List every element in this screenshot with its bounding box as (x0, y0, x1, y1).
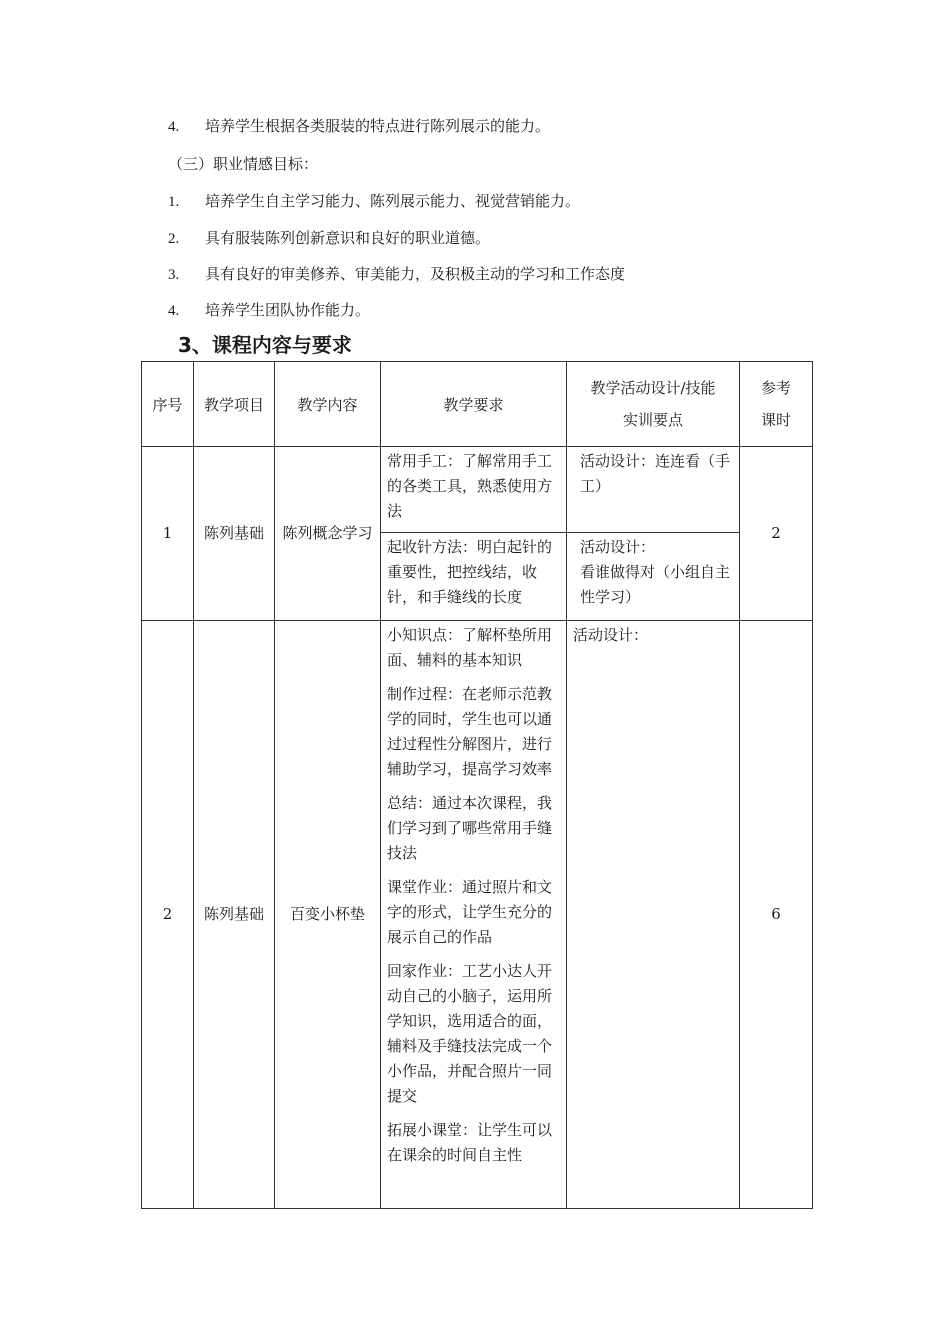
goal-item (168, 300, 370, 321)
cell-content: 百变小杯垫 (275, 621, 381, 1209)
requirement-text: 拓展小课堂：让学生可以在课余的时间自主性 (387, 1121, 553, 1164)
item-number: 4. (168, 303, 180, 319)
cell-requirement (381, 621, 567, 1209)
table-row (142, 621, 813, 1209)
goal-item (168, 228, 490, 249)
activity-text: 活动设计： (580, 538, 656, 556)
item-text: 培养学生自主学习能力、陈列展示能力、视觉营销能力。 (205, 192, 581, 210)
item-number: 2. (168, 231, 180, 247)
table-row (142, 447, 813, 533)
header-project: 教学项目 (194, 362, 275, 447)
header-hours (740, 362, 813, 447)
requirement-text: 制作过程：在老师示范教学的同时，学生也可以通过过程性分解图片，进行辅助学习，提高学习效率 (387, 685, 553, 778)
cell-activity (567, 447, 740, 533)
item-number: 1. (168, 194, 180, 210)
item-number: 3. (168, 267, 180, 283)
item-number: 4. (168, 119, 180, 135)
cell-content: 陈列概念学习 (275, 447, 381, 621)
activity-text: 看谁做得对（小组自主性学习） (580, 563, 731, 606)
item-text: 培养学生根据各类服装的特点进行陈列展示的能力。 (205, 117, 551, 135)
requirement-text: 常用手工：了解常用手工的各类工具，熟悉使用方法 (387, 452, 553, 520)
cell-seq: 1 (142, 447, 194, 621)
item-text: 具有良好的审美修养、审美能力，及积极主动的学习和工作态度 (205, 265, 626, 283)
course-table (141, 361, 813, 1209)
header-activity-line: 实训要点 (622, 411, 683, 429)
requirement-text: 课堂作业：通过照片和文字的形式，让学生充分的展示自己的作品 (387, 878, 553, 946)
cell-hours: 2 (740, 447, 813, 621)
cell-requirement (381, 533, 567, 621)
requirement-text: 总结：通过本次课程，我们学习到了哪些常用手缝技法 (387, 794, 553, 862)
cell-seq: 2 (142, 621, 194, 1209)
header-hours-line: 课时 (760, 411, 791, 429)
requirement-text: 小知识点：了解杯垫所用面、辅料的基本知识 (387, 626, 553, 669)
requirement-text: 起收针方法：明白起针的重要性，把控线结，收针，和手缝线的长度 (387, 538, 553, 606)
item-text: 培养学生团队协作能力。 (205, 301, 371, 319)
table-header-row (142, 362, 813, 447)
cell-hours: 6 (740, 621, 813, 1209)
cell-requirement (381, 447, 567, 533)
goal-item (168, 191, 580, 212)
cell-activity (567, 621, 740, 1209)
header-content: 教学内容 (275, 362, 381, 447)
cell-project: 陈列基础 (194, 621, 275, 1209)
section-heading: 3、课程内容与要求 (178, 333, 352, 357)
goal-item (168, 264, 625, 285)
header-hours-line: 参考 (760, 379, 791, 397)
header-activity-line: 教学活动设计/技能 (590, 379, 716, 397)
requirement-text: 回家作业：工艺小达人开动自己的小脑子，运用所学知识，选用适合的面，辅料及手缝技法完成一个小作品，并配合照片一同提交 (387, 962, 553, 1105)
activity-text: 活动设计： (573, 626, 649, 644)
header-seq: 序号 (142, 362, 194, 447)
header-activity (567, 362, 740, 447)
cell-activity (567, 533, 740, 621)
cell-project: 陈列基础 (194, 447, 275, 621)
section-title: （三）职业情感目标： (168, 155, 319, 173)
header-requirement: 教学要求 (381, 362, 567, 447)
goal-item (168, 116, 550, 137)
activity-text: 活动设计：连连看（手工） (580, 452, 731, 495)
item-text: 具有服装陈列创新意识和良好的职业道德。 (205, 229, 491, 247)
